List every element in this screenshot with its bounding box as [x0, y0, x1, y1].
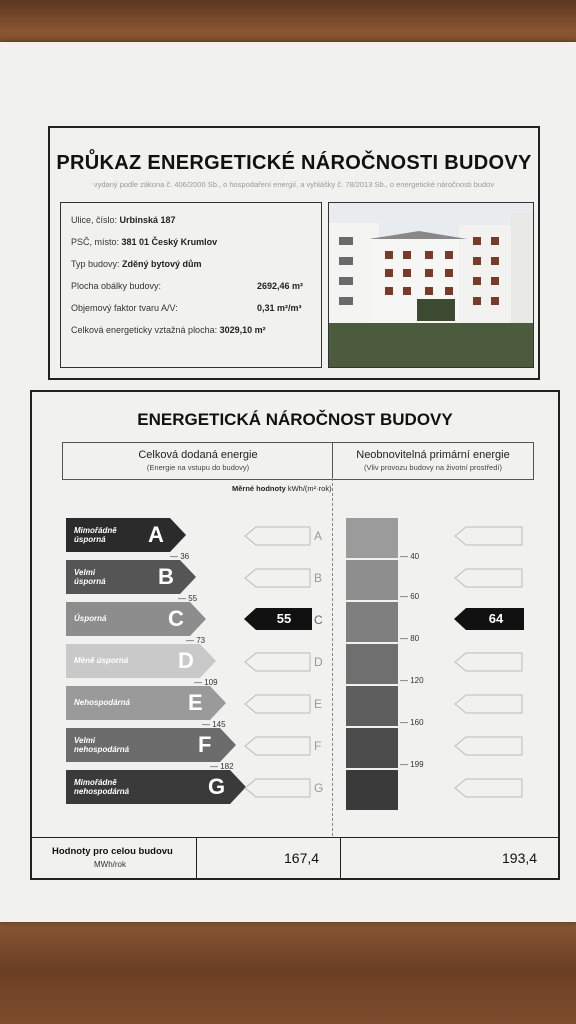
primary-scale-step [346, 602, 398, 642]
outline-letter: A [314, 529, 323, 543]
column-divider [332, 478, 333, 836]
threshold-label: — 60 [400, 592, 420, 601]
class-d-arrow [66, 644, 216, 678]
totals-divider [196, 838, 197, 880]
class-d-letter: D [178, 648, 194, 673]
building-photo [328, 202, 534, 368]
empty-marker [454, 526, 524, 546]
total-primary-value: 193,4 [502, 850, 538, 866]
outline-letter: D [314, 655, 323, 669]
threshold-label: — 120 [400, 676, 424, 685]
building-info [60, 202, 322, 368]
wooden-table-bottom [0, 914, 576, 1024]
class-c-arrow [66, 602, 206, 636]
primary-scale-step [346, 770, 398, 810]
area-row: Plocha obálky budovy: 2692,46 m² [71, 281, 304, 291]
class-g-label: Mimořádně nehospodárná [74, 778, 130, 796]
totals-unit: MWh/rok [94, 860, 126, 869]
empty-marker [454, 694, 524, 714]
outline-letter: E [314, 697, 323, 711]
threshold-label: — 199 [400, 760, 424, 769]
total-delivered-value: 167,4 [284, 850, 320, 866]
threshold-label: — 182 [210, 762, 234, 771]
page-subtitle: vydaný podle zákona č. 406/2000 Sb., o hospodaření energií, a vyhlášky č. 78/2013 Sb., o energetické náročnosti budov [93, 180, 495, 189]
class-a-letter: A [148, 522, 164, 547]
type-row: Typ budovy: Zděný bytový dům [71, 259, 202, 269]
class-f-arrow [66, 728, 236, 762]
specific-values-label: Měrné hodnoty kWh/(m²·rok) [232, 484, 332, 493]
delivered-class-letter: C [314, 613, 323, 627]
class-a-arrow [66, 518, 186, 552]
threshold-label: — 40 [400, 552, 420, 561]
certificate-page [0, 42, 576, 922]
threshold-label: — 145 [202, 720, 226, 729]
empty-marker [244, 568, 312, 588]
totals-label: Hodnoty pro celou budovu [52, 846, 173, 857]
primary-scale-step [346, 560, 398, 600]
threshold-label: — 55 [178, 594, 198, 603]
delivered-value: 55 [276, 611, 292, 626]
factor-row: Objemový faktor tvaru A/V: 0,31 m²/m³ [71, 303, 302, 313]
psc-row: PSČ, místo: 381 01 Český Krumlov [71, 237, 218, 247]
class-c-label: Úsporná [74, 614, 107, 623]
primary-value: 64 [488, 611, 504, 626]
class-c-letter: C [168, 606, 184, 631]
totals-row [32, 837, 558, 880]
primary-scale-step [346, 686, 398, 726]
page-title: PRŮKAZ ENERGETICKÉ NÁROČNOSTI BUDOVY [56, 152, 532, 174]
empty-marker [244, 778, 312, 798]
class-b-arrow [66, 560, 196, 594]
empty-marker [244, 526, 312, 546]
outline-letter: B [314, 571, 323, 585]
class-e-label: Nehospodárná [74, 698, 131, 707]
class-g-arrow [66, 770, 246, 804]
threshold-label: — 36 [170, 552, 190, 561]
totals-divider [340, 838, 341, 880]
threshold-label: — 160 [400, 718, 424, 727]
header-frame [48, 126, 540, 380]
class-b-letter: B [158, 564, 174, 589]
empty-marker [244, 694, 312, 714]
class-e-arrow [66, 686, 226, 720]
outline-letter: G [314, 781, 324, 795]
class-a-label: Mimořádně úsporná [74, 526, 117, 544]
floor-row: Celková energeticky vztažná plocha: 3029,10 m² [71, 325, 266, 335]
energy-frame [30, 390, 560, 880]
primary-scale-step [346, 728, 398, 768]
primary-scale-step [346, 518, 398, 558]
empty-marker [244, 736, 312, 756]
outline-letter: F [314, 739, 322, 753]
energy-title: ENERGETICKÁ NÁROČNOST BUDOVY [137, 410, 453, 429]
primary-scale-step [346, 644, 398, 684]
delivered-energy-header: Celková dodaná energie (Energie na vstupu do budovy) [62, 442, 333, 480]
empty-marker [454, 736, 524, 756]
primary-energy-header: Neobnovitelná primární energie (Vliv provozu budovy na životní prostředí) [332, 442, 534, 480]
class-f-label: Velmi nehospodárná [74, 736, 130, 754]
empty-marker [244, 652, 312, 672]
empty-marker [454, 568, 524, 588]
street-row: Ulice, číslo: Urbinská 187 [71, 215, 176, 225]
class-d-label: Méně úsporná [74, 656, 129, 665]
threshold-label: — 80 [400, 634, 420, 643]
class-f-letter: F [198, 732, 212, 757]
threshold-label: — 73 [186, 636, 206, 645]
class-g-letter: G [208, 774, 226, 799]
threshold-label: — 109 [194, 678, 218, 687]
empty-marker [454, 778, 524, 798]
class-b-label: Velmi úsporná [74, 568, 106, 586]
class-e-letter: E [188, 690, 203, 715]
empty-marker [454, 652, 524, 672]
